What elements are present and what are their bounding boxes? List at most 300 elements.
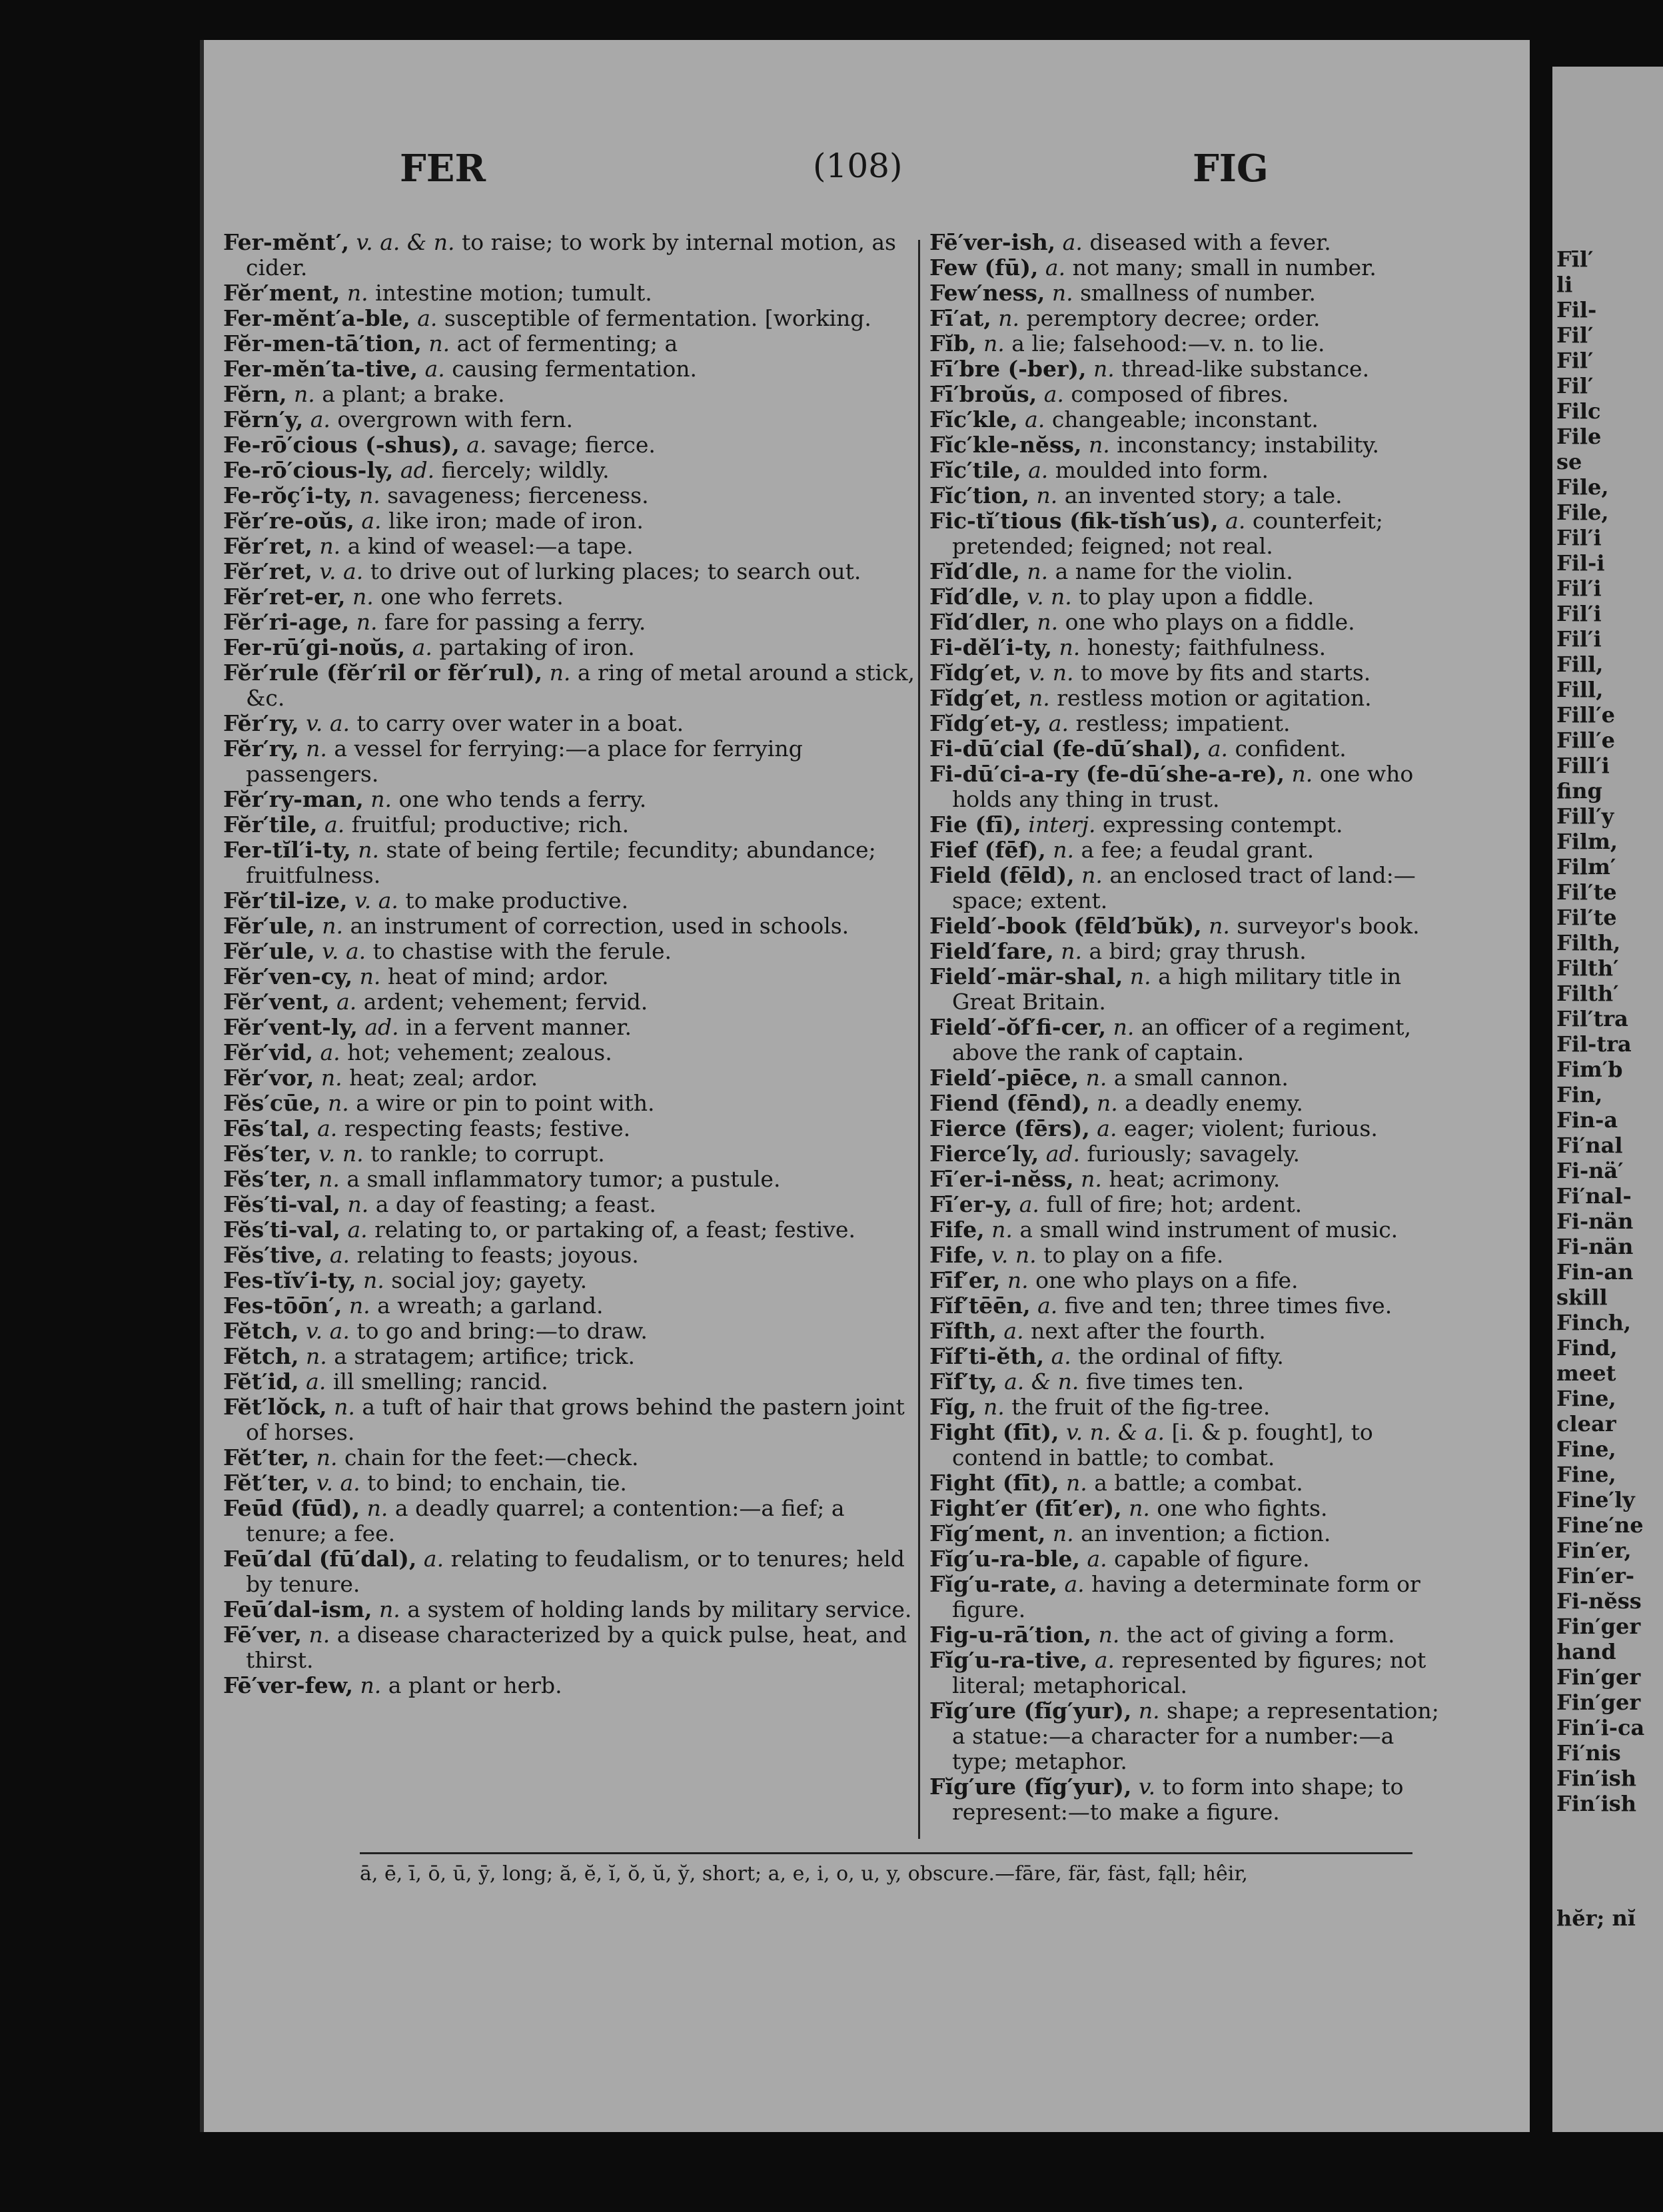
entry-headword: Field (fēld),	[929, 862, 1075, 888]
entry-headword: Fĭg′ure (fĭg′yur),	[929, 1774, 1132, 1800]
next-page-line: Fin′ish	[1556, 1766, 1637, 1791]
entry-part-of-speech: n.	[1129, 1495, 1150, 1521]
header-left-guide-word: FER	[400, 147, 486, 191]
next-page-line: skill	[1556, 1285, 1608, 1310]
entry-definition: state of being fertile; fecundity; abundance; fruitfulness.	[246, 837, 876, 888]
next-page-line: Fill′e	[1556, 728, 1615, 753]
entry-part-of-speech: n.	[1053, 837, 1074, 863]
dictionary-entry	[929, 1065, 1442, 1091]
dictionary-entry	[223, 306, 923, 331]
next-page-line: Fine,	[1556, 1436, 1616, 1462]
dictionary-entry	[223, 483, 923, 508]
dictionary-entry	[929, 1015, 1442, 1065]
dictionary-entry	[929, 1369, 1442, 1394]
next-page-line: Fine,	[1556, 1386, 1616, 1411]
next-page-line: Fill′i	[1556, 753, 1610, 778]
entry-headword: Fĭc′tion,	[929, 482, 1030, 508]
dictionary-entry	[929, 356, 1442, 382]
entry-definition: a plant or herb.	[388, 1672, 562, 1698]
entry-definition: surveyor's book.	[1237, 913, 1420, 939]
entry-part-of-speech: a.	[412, 634, 432, 660]
entry-definition: hot; vehement; zealous.	[347, 1039, 612, 1065]
entry-headword: Fĕr′ule,	[223, 913, 315, 939]
entry-headword: Fĕr′til-ize,	[223, 887, 348, 913]
next-page-line: Fi′nis	[1556, 1740, 1621, 1766]
entry-definition: a vessel for ferrying:—a place for ferrying passengers.	[246, 736, 803, 787]
entry-definition: shape; a representation; a statue:—a character for a number:—a type; metaphor.	[952, 1698, 1439, 1774]
entry-part-of-speech: n.	[1129, 963, 1151, 989]
entry-definition: ardent; vehement; fervid.	[363, 989, 648, 1015]
entry-definition: restless; impatient.	[1075, 710, 1291, 736]
entry-headword: Fĭc′tile,	[929, 457, 1021, 483]
entry-headword: Field′fare,	[929, 938, 1054, 964]
next-page-line: Fil′i	[1556, 576, 1602, 601]
entry-part-of-speech: n.	[352, 584, 374, 610]
entry-headword: Fĭd′dle,	[929, 558, 1020, 584]
entry-definition: chain for the feet:—check.	[344, 1444, 639, 1470]
dictionary-entry	[223, 939, 923, 964]
entry-definition: fruitful; productive; rich.	[351, 812, 630, 837]
entry-part-of-speech: n.	[366, 1495, 388, 1521]
entry-definition: causing fermentation.	[452, 356, 697, 382]
next-page-line: Fi-nän	[1556, 1209, 1634, 1234]
next-page-line: Fin′i-ca	[1556, 1715, 1645, 1740]
dictionary-entry	[929, 1470, 1442, 1496]
dictionary-entry	[929, 1622, 1442, 1648]
dictionary-entry	[929, 913, 1442, 939]
entry-part-of-speech: v. n.	[318, 1141, 364, 1167]
dictionary-entry	[929, 1192, 1442, 1217]
entry-part-of-speech: a.	[1087, 1546, 1107, 1572]
entry-definition: a high military title in Great Britain.	[952, 963, 1402, 1015]
entry-part-of-speech: n.	[356, 609, 378, 635]
next-page-line: Fil-tra	[1556, 1031, 1632, 1057]
entry-headword: Field′-ŏf′fi-cer,	[929, 1014, 1107, 1040]
entry-definition: a deadly quarrel; a contention:—a fief; a tenure; a fee.	[246, 1495, 845, 1546]
dictionary-entry	[929, 1293, 1442, 1319]
entry-definition: next after the fourth.	[1031, 1318, 1266, 1344]
entry-headword: Fĕs′cūe,	[223, 1090, 321, 1116]
entry-headword: Fierce′ly,	[929, 1141, 1039, 1167]
dictionary-entry	[929, 812, 1442, 837]
entry-part-of-speech: n.	[1209, 913, 1230, 939]
dictionary-entry	[929, 1572, 1442, 1622]
entry-definition: relating to feudalism, or to tenures; held by tenure.	[246, 1546, 905, 1597]
dictionary-entry	[223, 1293, 923, 1319]
dictionary-entry	[223, 610, 923, 635]
entry-headword: Fĭf′tēēn,	[929, 1293, 1031, 1319]
dictionary-entry	[223, 913, 923, 939]
entry-headword: Fer-mĕnt′a-ble,	[223, 305, 410, 331]
entry-definition: heat of mind; ardor.	[387, 963, 609, 989]
entry-part-of-speech: n.	[1061, 938, 1082, 964]
entry-headword: Fiend (fēnd),	[929, 1090, 1090, 1116]
dictionary-entry	[929, 1698, 1442, 1774]
entry-definition: to form into shape; to represent:—to make a figure.	[952, 1774, 1404, 1825]
entry-headword: Fĭd′dler,	[929, 609, 1030, 635]
entry-headword: Fēs′tal,	[223, 1115, 310, 1141]
entry-part-of-speech: a.	[1064, 1571, 1085, 1597]
dictionary-entry	[929, 458, 1442, 483]
next-page-line: li	[1556, 272, 1573, 297]
entry-part-of-speech: a.	[1097, 1115, 1117, 1141]
dictionary-entry	[223, 660, 923, 711]
entry-part-of-speech: n.	[1098, 1622, 1120, 1648]
dictionary-entry	[929, 331, 1442, 356]
next-page-line: Fi-nä′	[1556, 1158, 1624, 1183]
entry-part-of-speech: n.	[359, 482, 380, 508]
entry-headword: Fĭg′u-ra-tive,	[929, 1647, 1088, 1673]
entry-headword: Fi-dū′cial (fe-dū′shal),	[929, 736, 1201, 762]
next-page-line: Fīl′	[1556, 247, 1594, 272]
entry-headword: Feūd (fūd),	[223, 1495, 360, 1521]
entry-part-of-speech: a.	[361, 508, 382, 534]
dictionary-entry	[929, 280, 1442, 306]
entry-part-of-speech: a.	[320, 1039, 340, 1065]
next-page-line: Fin-an	[1556, 1259, 1634, 1285]
entry-headword: Fī′er-y,	[929, 1191, 1013, 1217]
next-page-line: Fil′i	[1556, 601, 1602, 626]
entry-headword: Feū′dal-ism,	[223, 1596, 372, 1622]
entry-part-of-speech: v. a.	[305, 1318, 350, 1344]
entry-definition: a bird; gray thrush.	[1089, 938, 1307, 964]
entry-headword: Fĕr′ry,	[223, 736, 299, 762]
next-page-line: Filth′	[1556, 981, 1619, 1006]
entry-headword: Fi-dū′ci-a-ry (fe-dū′she-a-re),	[929, 761, 1285, 787]
entry-definition: to make productive.	[405, 887, 629, 913]
dictionary-entry	[929, 432, 1442, 458]
entry-definition: relating to feasts; joyous.	[356, 1242, 639, 1268]
entry-definition: inconstancy; instability.	[1117, 432, 1379, 458]
entry-headword: Fĭg′ure (fĭg′yur),	[929, 1698, 1132, 1724]
entry-definition: the act of giving a form.	[1126, 1622, 1395, 1648]
entry-part-of-speech: a.	[1094, 1647, 1115, 1673]
entry-part-of-speech: v. n. & a.	[1065, 1419, 1165, 1445]
entry-definition: five times ten.	[1085, 1369, 1245, 1394]
entry-definition: savageness; fierceness.	[387, 482, 649, 508]
entry-definition: savage; fierce.	[493, 432, 656, 458]
dictionary-entry	[929, 1546, 1442, 1572]
next-page-line: Fi′nal-	[1556, 1183, 1632, 1209]
dictionary-entry	[223, 356, 923, 382]
next-page-line: Fill′y	[1556, 804, 1614, 829]
entry-definition: a name for the violin.	[1055, 558, 1293, 584]
entry-part-of-speech: n.	[319, 533, 341, 559]
entry-definition: a tuft of hair that grows behind the pastern joint of horses.	[246, 1394, 905, 1445]
entry-headword: Fĕs′ti-val,	[223, 1191, 340, 1217]
entry-headword: Fē′ver-ish,	[929, 229, 1056, 255]
dictionary-entry	[223, 280, 923, 306]
entry-headword: Few (fū),	[929, 255, 1039, 280]
entry-headword: Fĭfth,	[929, 1318, 997, 1344]
entry-headword: Fĭf′ti-ĕth,	[929, 1343, 1045, 1369]
entry-part-of-speech: n.	[1138, 1698, 1160, 1724]
entry-part-of-speech: n.	[1081, 862, 1103, 888]
entry-headword: Fī′er-i-nĕss,	[929, 1166, 1074, 1192]
entry-definition: susceptible of fermentation. [working.	[444, 305, 871, 331]
entry-definition: counterfeit; pretended; feigned; not real.	[952, 508, 1383, 559]
entry-definition: intestine motion; tumult.	[375, 280, 652, 306]
entry-definition: to raise; to work by internal motion, as cider.	[246, 229, 896, 280]
next-page-line: Film,	[1556, 829, 1618, 854]
next-page-line: Fill,	[1556, 652, 1604, 677]
entry-definition: ill smelling; rancid.	[332, 1369, 548, 1394]
entry-definition: fiercely; wildly.	[441, 457, 610, 483]
entry-headword: Fĕr′vor,	[223, 1065, 314, 1091]
dictionary-entry	[223, 1268, 923, 1293]
entry-part-of-speech: n.	[1081, 1166, 1102, 1192]
entry-definition: peremptory decree; order.	[1026, 305, 1321, 331]
dictionary-entry	[929, 635, 1442, 660]
dictionary-entry	[929, 1217, 1442, 1243]
next-page-line: Fil-	[1556, 297, 1597, 322]
column-divider	[918, 240, 920, 1839]
entry-headword: Field′-mär-shal,	[929, 963, 1123, 989]
entry-definition: a kind of weasel:—a tape.	[347, 533, 634, 559]
entry-headword: Fĕs′ti-val,	[223, 1217, 340, 1243]
dictionary-entry	[223, 407, 923, 432]
entry-definition: one who holds any thing in trust.	[952, 761, 1414, 812]
entry-definition: a day of feasting; a feast.	[375, 1191, 656, 1217]
entry-definition: composed of fibres.	[1071, 381, 1289, 407]
next-page-line: Filc	[1556, 398, 1601, 424]
entry-definition: restless motion or agitation.	[1057, 685, 1372, 711]
entry-headword: Fĕr′ule,	[223, 938, 315, 964]
entry-headword: Fĕr′rule (fĕr′ril or fĕr′rul),	[223, 660, 543, 686]
page-number: (108)	[813, 147, 903, 185]
entry-part-of-speech: a. & n.	[1004, 1369, 1079, 1394]
next-page-line: Fil′	[1556, 348, 1594, 373]
entry-headword: Fĕrn,	[223, 381, 287, 407]
next-page-lines	[1556, 247, 1644, 1816]
entry-part-of-speech: n.	[1291, 761, 1313, 787]
dictionary-entry	[223, 458, 923, 483]
entry-definition: expressing contempt.	[1103, 812, 1343, 837]
next-page-fragment	[1552, 67, 1663, 2132]
entry-part-of-speech: n.	[322, 913, 343, 939]
entry-part-of-speech: a.	[1045, 255, 1066, 280]
entry-part-of-speech: n.	[359, 963, 381, 989]
entry-definition: diseased with a fever.	[1089, 229, 1331, 255]
next-page-line: fing	[1556, 778, 1602, 804]
next-page-line: File	[1556, 424, 1602, 449]
dictionary-entry	[223, 1192, 923, 1217]
entry-definition: like iron; made of iron.	[388, 508, 644, 534]
entry-headword: Fīf′er,	[929, 1267, 1001, 1293]
dictionary-entry	[929, 1268, 1442, 1293]
entry-definition: partaking of iron.	[439, 634, 635, 660]
entry-part-of-speech: a.	[329, 1242, 350, 1268]
entry-definition: a wire or pin to point with.	[356, 1090, 655, 1116]
entry-definition: one who fights.	[1157, 1495, 1328, 1521]
entry-headword: Fĕr′ry,	[223, 710, 299, 736]
dictionary-entry	[223, 559, 923, 584]
entry-headword: Fife,	[929, 1217, 985, 1243]
entry-part-of-speech: n.	[346, 280, 368, 306]
entry-part-of-speech: a.	[423, 1546, 444, 1572]
entry-part-of-speech: ad.	[1045, 1141, 1080, 1167]
entry-definition: to rankle; to corrupt.	[370, 1141, 605, 1167]
next-page-line: Fine,	[1556, 1462, 1616, 1487]
entry-headword: Fes-tōōn′,	[223, 1293, 342, 1319]
entry-headword: Fĭdg′et,	[929, 660, 1022, 686]
dictionary-entry	[223, 711, 923, 736]
dictionary-entry	[929, 407, 1442, 432]
entry-part-of-speech: a.	[1003, 1318, 1024, 1344]
entry-definition: a battle; a combat.	[1094, 1470, 1303, 1496]
next-page-line: Fil′tra	[1556, 1006, 1628, 1031]
entry-part-of-speech: v.	[1138, 1774, 1156, 1800]
entry-headword: Fie (fī),	[929, 812, 1021, 837]
entry-definition: a plant; a brake.	[322, 381, 505, 407]
entry-part-of-speech: n.	[983, 1394, 1005, 1420]
entry-definition: to play on a fife.	[1043, 1242, 1224, 1268]
entry-definition: to carry over water in a boat.	[356, 710, 684, 736]
entry-definition: overgrown with fern.	[337, 406, 574, 432]
dictionary-entry	[929, 837, 1442, 863]
next-page-line: Fil′	[1556, 373, 1594, 398]
entry-definition: a wreath; a garland.	[377, 1293, 604, 1319]
dictionary-entry	[223, 837, 923, 888]
dictionary-entry	[929, 762, 1442, 812]
entry-part-of-speech: a.	[466, 432, 487, 458]
entry-headword: Fĕt′lŏck,	[223, 1394, 327, 1420]
dictionary-entry	[929, 1141, 1442, 1167]
entry-headword: Fĕr′ri-age,	[223, 609, 350, 635]
dictionary-entry	[223, 382, 923, 407]
entry-part-of-speech: v. a.	[306, 710, 350, 736]
entry-definition: an enclosed tract of land:—space; extent.	[952, 862, 1416, 913]
page-header	[400, 147, 1299, 207]
dictionary-entry	[929, 686, 1442, 711]
dictionary-entry	[929, 1319, 1442, 1344]
entry-headword: Fĭb,	[929, 330, 977, 356]
entry-definition: in a fervent manner.	[406, 1014, 632, 1040]
entry-part-of-speech: n.	[1029, 685, 1050, 711]
entry-definition: one who plays on a fife.	[1035, 1267, 1299, 1293]
dictionary-entry	[929, 939, 1442, 964]
next-page-line: Film′	[1556, 854, 1616, 879]
dictionary-entry	[223, 534, 923, 559]
dictionary-entry	[223, 331, 923, 356]
entry-definition: a deadly enemy.	[1125, 1090, 1303, 1116]
entry-definition: to play upon a fiddle.	[1079, 584, 1315, 610]
entry-definition: a lie; falsehood:—v. n. to lie.	[1011, 330, 1325, 356]
entry-part-of-speech: v. a.	[322, 938, 366, 964]
entry-part-of-speech: v. n.	[1029, 660, 1074, 686]
entry-part-of-speech: a.	[1037, 1293, 1058, 1319]
dictionary-entry	[929, 1774, 1442, 1825]
entry-headword: Field′-piēce,	[929, 1065, 1079, 1091]
entry-headword: Fī′at,	[929, 305, 991, 331]
entry-definition: to drive out of lurking places; to search out.	[370, 558, 861, 584]
entry-headword: Fer-mĕn′ta-tive,	[223, 356, 418, 382]
entry-part-of-speech: a.	[324, 812, 345, 837]
entry-headword: Field′-book (fēld′bŭk),	[929, 913, 1202, 939]
entry-part-of-speech: a.	[306, 1369, 326, 1394]
dictionary-entry	[223, 812, 923, 837]
entry-part-of-speech: a.	[1207, 736, 1228, 762]
next-page-line: Finch,	[1556, 1310, 1632, 1335]
left-column	[223, 230, 923, 1698]
entry-part-of-speech: n.	[428, 330, 450, 356]
entry-definition: to move by fits and starts.	[1081, 660, 1371, 686]
dictionary-entry	[929, 1344, 1442, 1369]
entry-definition: [i. & p. fought], to contend in battle; to combat.	[952, 1419, 1373, 1470]
entry-part-of-speech: n.	[1089, 432, 1110, 458]
entry-part-of-speech: n.	[549, 660, 571, 686]
entry-part-of-speech: a.	[1043, 381, 1064, 407]
next-page-line: Fim′b	[1556, 1057, 1623, 1082]
dictionary-entry	[929, 711, 1442, 736]
entry-headword: Fĕr′ven-cy,	[223, 963, 353, 989]
entry-part-of-speech: v. a.	[316, 1470, 360, 1496]
entry-part-of-speech: a.	[417, 305, 438, 331]
dictionary-entry	[929, 1648, 1442, 1698]
entry-headword: Fī′broŭs,	[929, 381, 1037, 407]
next-page-line: Fin,	[1556, 1082, 1603, 1107]
entry-headword: Fief (fēf),	[929, 837, 1046, 863]
entry-headword: Fĕr-men-tā′tion,	[223, 330, 422, 356]
entry-part-of-speech: n.	[347, 1191, 369, 1217]
dictionary-entry	[223, 1546, 923, 1597]
entry-headword: Fĭg′u-rate,	[929, 1571, 1057, 1597]
next-page-line: Fin-a	[1556, 1107, 1618, 1133]
entry-part-of-speech: a.	[1028, 457, 1049, 483]
entry-part-of-speech: interj.	[1028, 812, 1096, 837]
entry-definition: changeable; inconstant.	[1051, 406, 1319, 432]
entry-definition: heat; acrimony.	[1109, 1166, 1281, 1192]
entry-headword: Fĕt′ter,	[223, 1444, 310, 1470]
next-page-line: File,	[1556, 474, 1609, 500]
entry-part-of-speech: a.	[424, 356, 445, 382]
entry-headword: Fĕs′ter,	[223, 1166, 312, 1192]
entry-headword: Fierce (fērs),	[929, 1115, 1090, 1141]
next-page-line: Filth,	[1556, 930, 1621, 955]
entry-definition: act of fermenting; a	[456, 330, 678, 356]
entry-part-of-speech: v. n.	[991, 1242, 1037, 1268]
entry-definition: one who plays on a fiddle.	[1065, 609, 1355, 635]
entry-part-of-speech: a.	[317, 1115, 338, 1141]
dictionary-entry	[223, 989, 923, 1015]
next-page-line: Fin′ger	[1556, 1614, 1641, 1639]
dictionary-entry	[929, 1496, 1442, 1521]
dictionary-entry	[223, 1394, 923, 1445]
entry-definition: to chastise with the ferule.	[372, 938, 672, 964]
entry-headword: Fĭdg′et-y,	[929, 710, 1042, 736]
entry-part-of-speech: n.	[327, 1090, 349, 1116]
entry-definition: the ordinal of fifty.	[1078, 1343, 1284, 1369]
entry-definition: an officer of a regiment, above the rank of captain.	[952, 1014, 1411, 1065]
entry-part-of-speech: n.	[306, 736, 327, 762]
entry-headword: Fĭc′kle,	[929, 406, 1018, 432]
entry-part-of-speech: n.	[1093, 356, 1115, 382]
entry-part-of-speech: n.	[348, 1293, 370, 1319]
entry-headword: Fĕt′ter,	[223, 1470, 310, 1496]
entry-headword: Fĕs′ter,	[223, 1141, 312, 1167]
entry-definition: heat; zeal; ardor.	[349, 1065, 538, 1091]
entry-part-of-speech: a.	[347, 1217, 368, 1243]
dictionary-entry	[223, 736, 923, 787]
next-page-line: Fi-nän	[1556, 1234, 1634, 1259]
entry-headword: Fe-rō′cious-ly,	[223, 457, 394, 483]
entry-headword: Fĕr′vent,	[223, 989, 330, 1015]
dictionary-entry	[223, 432, 923, 458]
entry-part-of-speech: n.	[316, 1444, 338, 1470]
entry-part-of-speech: n.	[370, 786, 392, 812]
entry-headword: Fer-tĭl′i-ty,	[223, 837, 351, 863]
next-page-line: se	[1556, 449, 1582, 474]
